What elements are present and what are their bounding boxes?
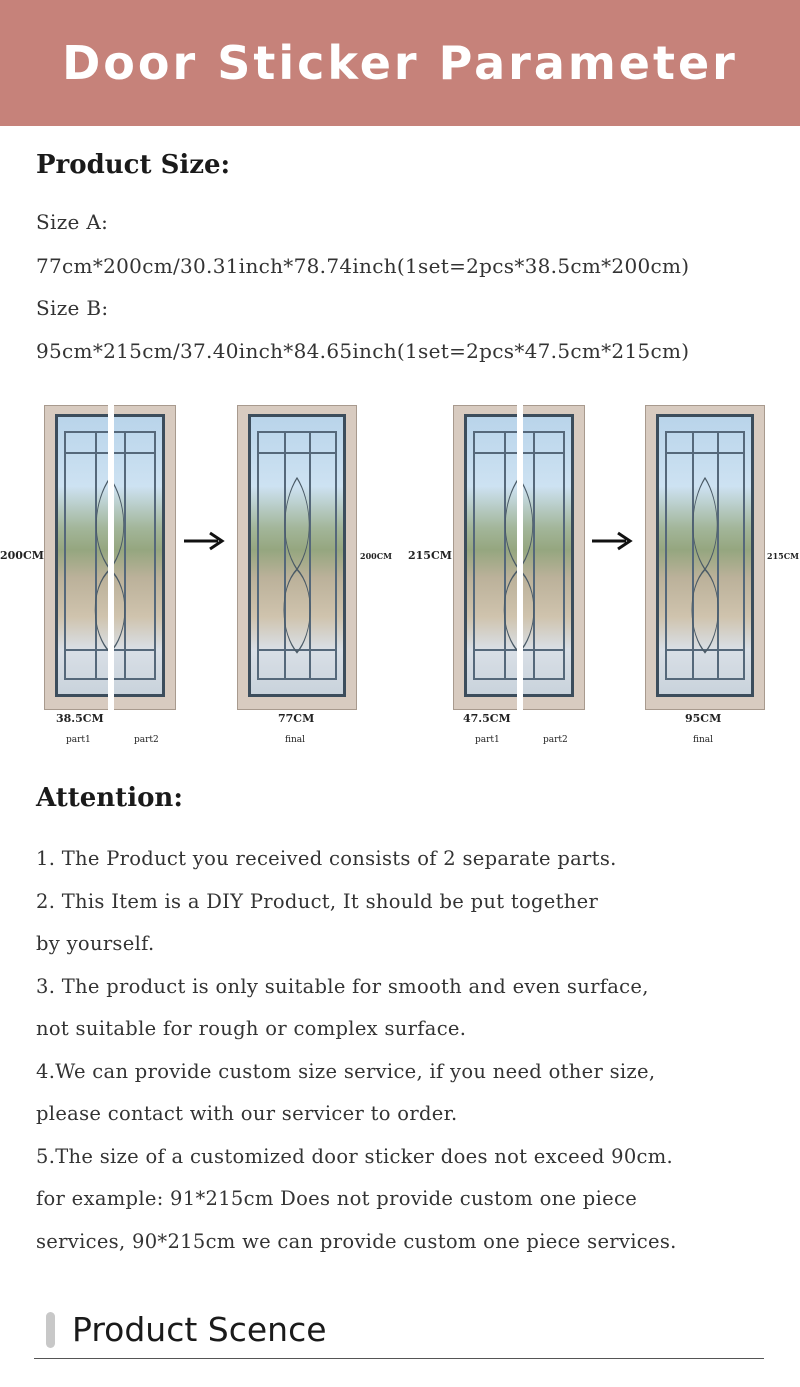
attention-line: 3. The product is only suitable for smooth and even surface, [36,975,649,998]
part2-label: part2 [543,735,568,745]
right-arrow-icon [590,530,634,552]
width-part-label: 47.5CM [463,712,511,725]
page-title: Door Sticker Parameter [62,36,738,90]
size-a-label: Size A: [36,210,109,234]
attention-line: 2. This Item is a DIY Product, It should be put together [36,890,599,913]
attention-line: 1. The Product you received consists of 2 separate parts. [36,847,617,870]
door-b-final-image [645,405,765,710]
divider [34,1358,764,1359]
height-label: 200CM [0,549,44,562]
height-label: 215CM [408,549,452,562]
width-final-label: 77CM [278,712,315,725]
width-final-label: 95CM [685,712,722,725]
final-label: final [693,735,714,745]
final-label: final [285,735,306,745]
product-size-heading: Product Size: [36,150,231,180]
height-label-final: 200CM [360,551,392,561]
attention-line: for example: 91*215cm Does not provide custom one piece [36,1187,638,1210]
attention-line: not suitable for rough or complex surface. [36,1017,467,1040]
attention-line: by yourself. [36,932,155,955]
attention-line: 5.The size of a customized door sticker does not exceed 90cm. [36,1145,674,1168]
size-b-value: 95cm*215cm/37.40inch*84.65inch(1set=2pcs*47.5cm*215cm) [36,339,690,363]
part1-label: part1 [66,735,91,745]
part2-label: part2 [134,735,159,745]
split-gap [517,400,523,715]
header-banner [0,0,800,126]
attention-heading: Attention: [36,783,183,813]
product-scence-heading: Product Scence [72,1310,327,1349]
door-a-final-image [237,405,357,710]
size-b-label: Size B: [36,296,109,320]
height-label-final: 215CM [767,551,799,561]
width-part-label: 38.5CM [56,712,104,725]
right-arrow-icon [182,530,226,552]
part1-label: part1 [475,735,500,745]
attention-line: services, 90*215cm we can provide custom one piece services. [36,1230,677,1253]
split-gap [108,400,114,715]
section-accent-bar [46,1312,55,1348]
size-a-value: 77cm*200cm/30.31inch*78.74inch(1set=2pcs*38.5cm*200cm) [36,254,690,278]
attention-line: 4.We can provide custom size service, if you need other size, [36,1060,656,1083]
attention-line: please contact with our servicer to order. [36,1102,458,1125]
